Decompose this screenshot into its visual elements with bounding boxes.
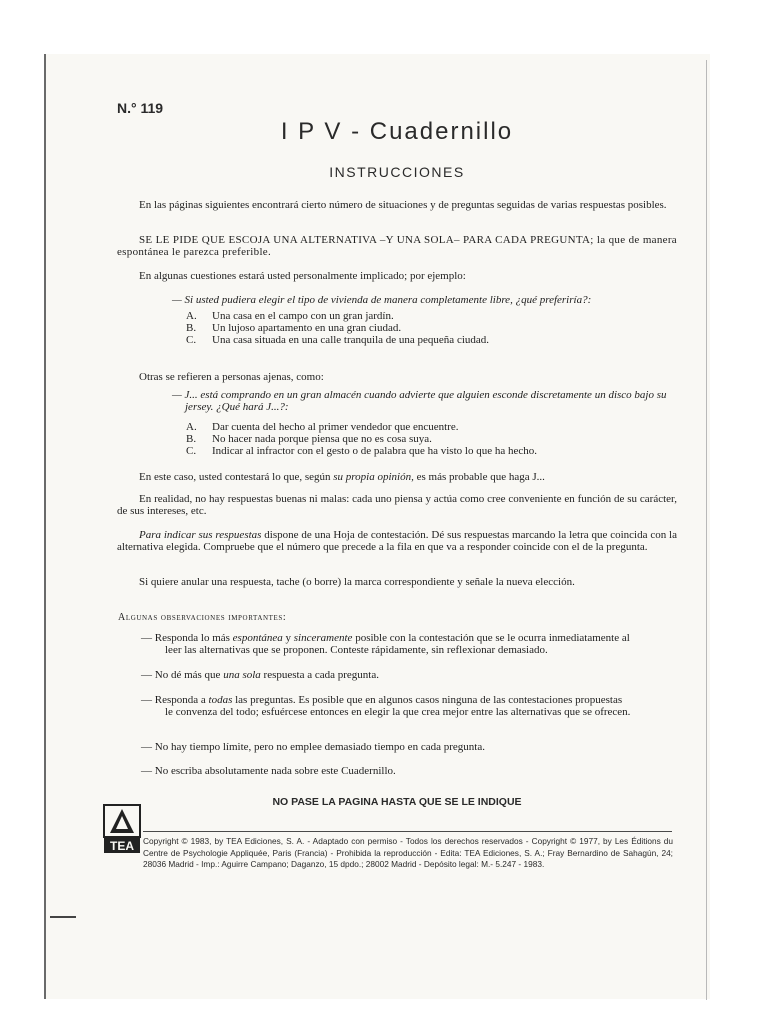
example2-option-c [186,445,646,457]
option-text: No hacer nada porque piensa que no es cosa suya. [212,433,432,445]
indicate-italic: Para indicar sus respuestas [139,529,262,541]
option-text: Indicar al infractor con el gesto o de palabra que ha visto lo que ha hecho. [212,445,537,457]
indicate-text: dispone de una Hoja de contestación. Dé sus respuestas marcando la letra que coincida con la alternativa elegida. Compruebe que el número que precede a la fila en que va a responder coincide con el de la pregunta. [117,529,677,553]
page-title: I P V - Cuadernillo [280,118,514,145]
do-not-turn-page-notice: NO PASE LA PAGINA HASTA QUE SE LE INDIQUE [272,796,522,808]
case-text-2: es más probable que haga J... [413,471,545,483]
obs1-b: espontánea [232,632,283,644]
obs1-continuation: leer las alternativas que se proponen. Conteste rápidamente, sin reflexionar demasiado. [165,644,548,656]
option-text: Dar cuenta del hecho al primer vendedor que encuentre. [212,421,459,433]
obs1-a: — Responda lo más [141,632,233,644]
example1-question: — Si usted pudiera elegir el tipo de vivienda de manera completamente libre, ¿qué preferiría?: [172,294,592,306]
instructions-heading: INSTRUCCIONES [329,164,465,180]
option-text: Una casa en el campo con un gran jardín. [212,310,394,322]
example1-option-a [186,310,646,322]
annul-paragraph: Si quiere anular una respuesta, tache (o borre) la marca correspondiente y señale la nueva elección. [139,576,575,588]
personally-implied-paragraph: En algunas cuestiones estará usted personalmente implicado; por ejemplo: [139,270,466,282]
observation-3 [141,694,690,718]
obs1-c: y [282,632,294,644]
option-key: C. [186,334,197,346]
margin-mark [50,916,76,918]
obs3-b: todas [208,694,233,706]
option-text: Un lujoso apartamento en una gran ciudad. [212,322,402,334]
case-text-italic: su propia opinión, [333,471,414,483]
this-case-paragraph [117,471,677,483]
obs1-e: posible con la contestación que se le ocurra inmediatamente al [352,632,630,644]
observation-4: — No hay tiempo límite, pero no emplee demasiado tiempo en cada pregunta. [141,741,485,753]
tea-logo [103,804,141,854]
obs2-b: una sola [223,669,261,681]
no-right-answers-paragraph: En realidad, no hay respuestas buenas ni malas: cada uno piensa y actúa como cree conveniente en función de su carácter, de sus intereses, etc. [117,493,677,517]
footer-rule [143,831,672,832]
copyright-notice: Copyright © 1983, by TEA Ediciones, S. A. - Adaptado con permiso - Todos los derechos reservados - Copyright © 1977, by Les Éditions du Centre de Psychologie Appliquée, Paris (Francia) - Prohibida la reproducción - Edita: TEA Ediciones, S. A.; Fray Bernardino de Sahagún, 24; 28036 Madrid - Imp.: Aguirre Campano; Daganzo, 15 dpdo.; 28002 Madrid - Depósito legal: M.- 5.247 - 1983. [143,836,673,870]
obs3-a: — Responda a [141,694,209,706]
example2-option-b [186,433,646,445]
answer-sheet-paragraph [117,529,677,553]
obs2-c: respuesta a cada pregunta. [260,669,379,681]
option-key: A. [186,310,197,322]
choose-one-paragraph: SE LE PIDE QUE ESCOJA UNA ALTERNATIVA –Y UNA SOLA– PARA CADA PREGUNTA; la que de manera espontánea le parezca preferible. [117,234,677,258]
observations-heading: Algunas observaciones importantes: [118,612,287,623]
case-text-1: En este caso, usted contestará lo que, según [139,471,334,483]
logo-text: TEA [110,839,134,853]
booklet-number: N.° 119 [117,100,164,116]
example2-question: — J... está comprando en un gran almacén cuando advierte que alguien esconde discretamente un disco bajo su jersey. ¿Qué hará J...?: [172,389,667,413]
option-key: A. [186,421,197,433]
option-key: B. [186,433,197,445]
observation-1 [141,632,690,656]
option-text: Una casa situada en una calle tranquila de una pequeña ciudad. [212,334,490,346]
example1-option-c [186,334,646,346]
others-intro: Otras se refieren a personas ajenas, como: [139,371,324,383]
obs1-d: sinceramente [293,632,353,644]
obs3-c: las preguntas. Es posible que en algunos casos ninguna de las contestaciones propuestas [232,694,623,706]
example2-option-a [186,421,646,433]
observation-5: — No escriba absolutamente nada sobre este Cuadernillo. [141,765,396,777]
page-edge-line [706,60,707,1000]
intro-paragraph: En las páginas siguientes encontrará cierto número de situaciones y de preguntas seguidas de varias respuestas posibles. [139,199,667,211]
option-key: B. [186,322,197,334]
option-key: C. [186,445,197,457]
example1-option-b [186,322,646,334]
observation-2 [141,669,690,681]
obs3-continuation: le convenza del todo; esfuércese entonces en elegir la que crea mejor entre las alternativas que se ofrecen. [165,706,631,718]
obs2-a: — No dé más que [141,669,224,681]
